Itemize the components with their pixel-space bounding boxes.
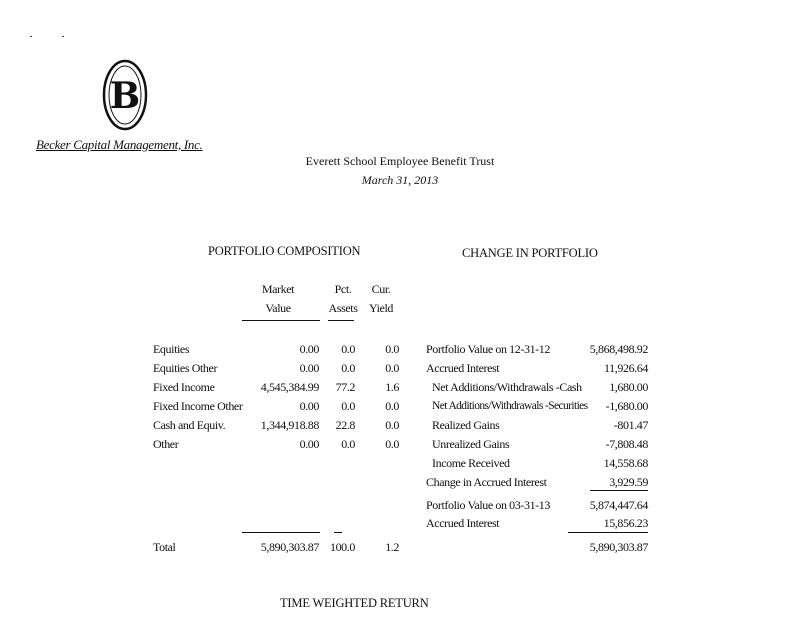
firm-logo bbox=[102, 58, 148, 132]
total-pct-assets: 100.0 bbox=[329, 540, 355, 554]
change-label: Accrued Interest bbox=[426, 361, 500, 375]
change-label: Unrealized Gains bbox=[432, 437, 510, 451]
row-label: Other bbox=[153, 437, 179, 451]
grand-total-row bbox=[426, 538, 648, 556]
pct-assets: 0.0 bbox=[341, 342, 355, 356]
market-value: 0.00 bbox=[299, 399, 319, 413]
table-row bbox=[153, 359, 403, 377]
header-rule bbox=[242, 320, 320, 321]
col-header-market: Market Value bbox=[261, 282, 295, 315]
change-value: 5,868,498.92 bbox=[589, 342, 648, 356]
market-value: 0.00 bbox=[299, 361, 319, 375]
total-cur-yield: 1.2 bbox=[385, 540, 399, 554]
col-header-pct: Pct. Assets bbox=[328, 282, 358, 315]
row-label: Fixed Income bbox=[153, 380, 215, 394]
table-row bbox=[153, 378, 403, 396]
total-label: Total bbox=[153, 540, 176, 554]
change-row bbox=[426, 416, 648, 434]
pct-assets: 22.8 bbox=[335, 418, 355, 432]
market-value: 0.00 bbox=[299, 342, 319, 356]
row-label: Equities Other bbox=[153, 361, 218, 375]
ending-value-row bbox=[426, 496, 648, 514]
table-row bbox=[153, 340, 403, 358]
report-date: March 31, 2013 bbox=[361, 173, 439, 187]
grand-total-value: 5,890,303.87 bbox=[589, 540, 648, 554]
change-row bbox=[426, 473, 648, 491]
total-rule bbox=[568, 532, 648, 533]
market-value: 4,545,384.99 bbox=[260, 380, 319, 394]
ending-value: 5,874,447.64 bbox=[589, 498, 648, 512]
change-value: 1,680.00 bbox=[609, 380, 648, 394]
portfolio-composition-title: PORTFOLIO COMPOSITION bbox=[208, 244, 361, 258]
pct-assets: 0.0 bbox=[341, 361, 355, 375]
total-rule bbox=[334, 532, 342, 533]
change-row bbox=[426, 397, 648, 415]
change-label: Change in Accrued Interest bbox=[426, 475, 547, 489]
report-title: Everett School Employee Benefit Trust bbox=[305, 154, 495, 168]
header-rule bbox=[328, 320, 354, 321]
change-row bbox=[426, 435, 648, 453]
row-label: Fixed Income Other bbox=[153, 399, 243, 413]
total-row bbox=[153, 538, 403, 556]
time-weighted-return-title: TIME WEIGHTED RETURN bbox=[280, 596, 429, 610]
pct-assets: 77.2 bbox=[335, 380, 355, 394]
change-value: 11,926.64 bbox=[604, 361, 648, 375]
cur-yield: 0.0 bbox=[385, 399, 399, 413]
cur-yield: 0.0 bbox=[385, 437, 399, 451]
total-rule bbox=[242, 532, 320, 533]
change-value: -801.47 bbox=[613, 418, 648, 432]
ending-value-label: Portfolio Value on 03-31-13 bbox=[426, 498, 550, 512]
pct-assets: 0.0 bbox=[341, 399, 355, 413]
firm-name: Becker Capital Management, Inc. bbox=[36, 137, 203, 152]
row-label: Cash and Equiv. bbox=[153, 418, 226, 432]
table-row bbox=[153, 435, 403, 453]
total-market-value: 5,890,303.87 bbox=[260, 540, 319, 554]
change-in-portfolio-title: CHANGE IN PORTFOLIO bbox=[462, 246, 598, 260]
table-row bbox=[153, 416, 403, 434]
market-value: 0.00 bbox=[299, 437, 319, 451]
table-row bbox=[153, 397, 403, 415]
ending-accrued-label: Accrued Interest bbox=[426, 516, 500, 530]
ending-accrued-value: 15,856.23 bbox=[603, 516, 648, 530]
change-value: 14,558.68 bbox=[603, 456, 648, 470]
change-row bbox=[426, 454, 648, 472]
change-value: 3,929.59 bbox=[609, 475, 648, 489]
change-label: Realized Gains bbox=[432, 418, 500, 432]
cur-yield: 1.6 bbox=[385, 380, 399, 394]
cur-yield: 0.0 bbox=[385, 342, 399, 356]
change-value: -7,808.48 bbox=[605, 437, 648, 451]
change-label: Net Additions/Withdrawals -Cash bbox=[432, 380, 582, 394]
logo-letter: B bbox=[109, 75, 141, 117]
scan-speck bbox=[30, 36, 32, 37]
ending-accrued-row bbox=[426, 514, 648, 532]
change-row bbox=[426, 340, 648, 358]
subtotal-rule bbox=[590, 490, 648, 491]
change-label: Portfolio Value on 12-31-12 bbox=[426, 342, 550, 356]
cur-yield: 0.0 bbox=[385, 418, 399, 432]
pct-assets: 0.0 bbox=[341, 437, 355, 451]
change-value: -1,680.00 bbox=[605, 399, 648, 413]
change-row bbox=[426, 359, 648, 377]
change-label: Income Received bbox=[432, 456, 510, 470]
scan-speck bbox=[62, 36, 64, 37]
market-value: 1,344,918.88 bbox=[260, 418, 319, 432]
col-header-yield: Cur. Yield bbox=[369, 282, 393, 315]
change-row bbox=[426, 378, 648, 396]
cur-yield: 0.0 bbox=[385, 361, 399, 375]
row-label: Equities bbox=[153, 342, 190, 356]
change-label: Net Additions/Withdrawals -Securities bbox=[432, 400, 588, 412]
